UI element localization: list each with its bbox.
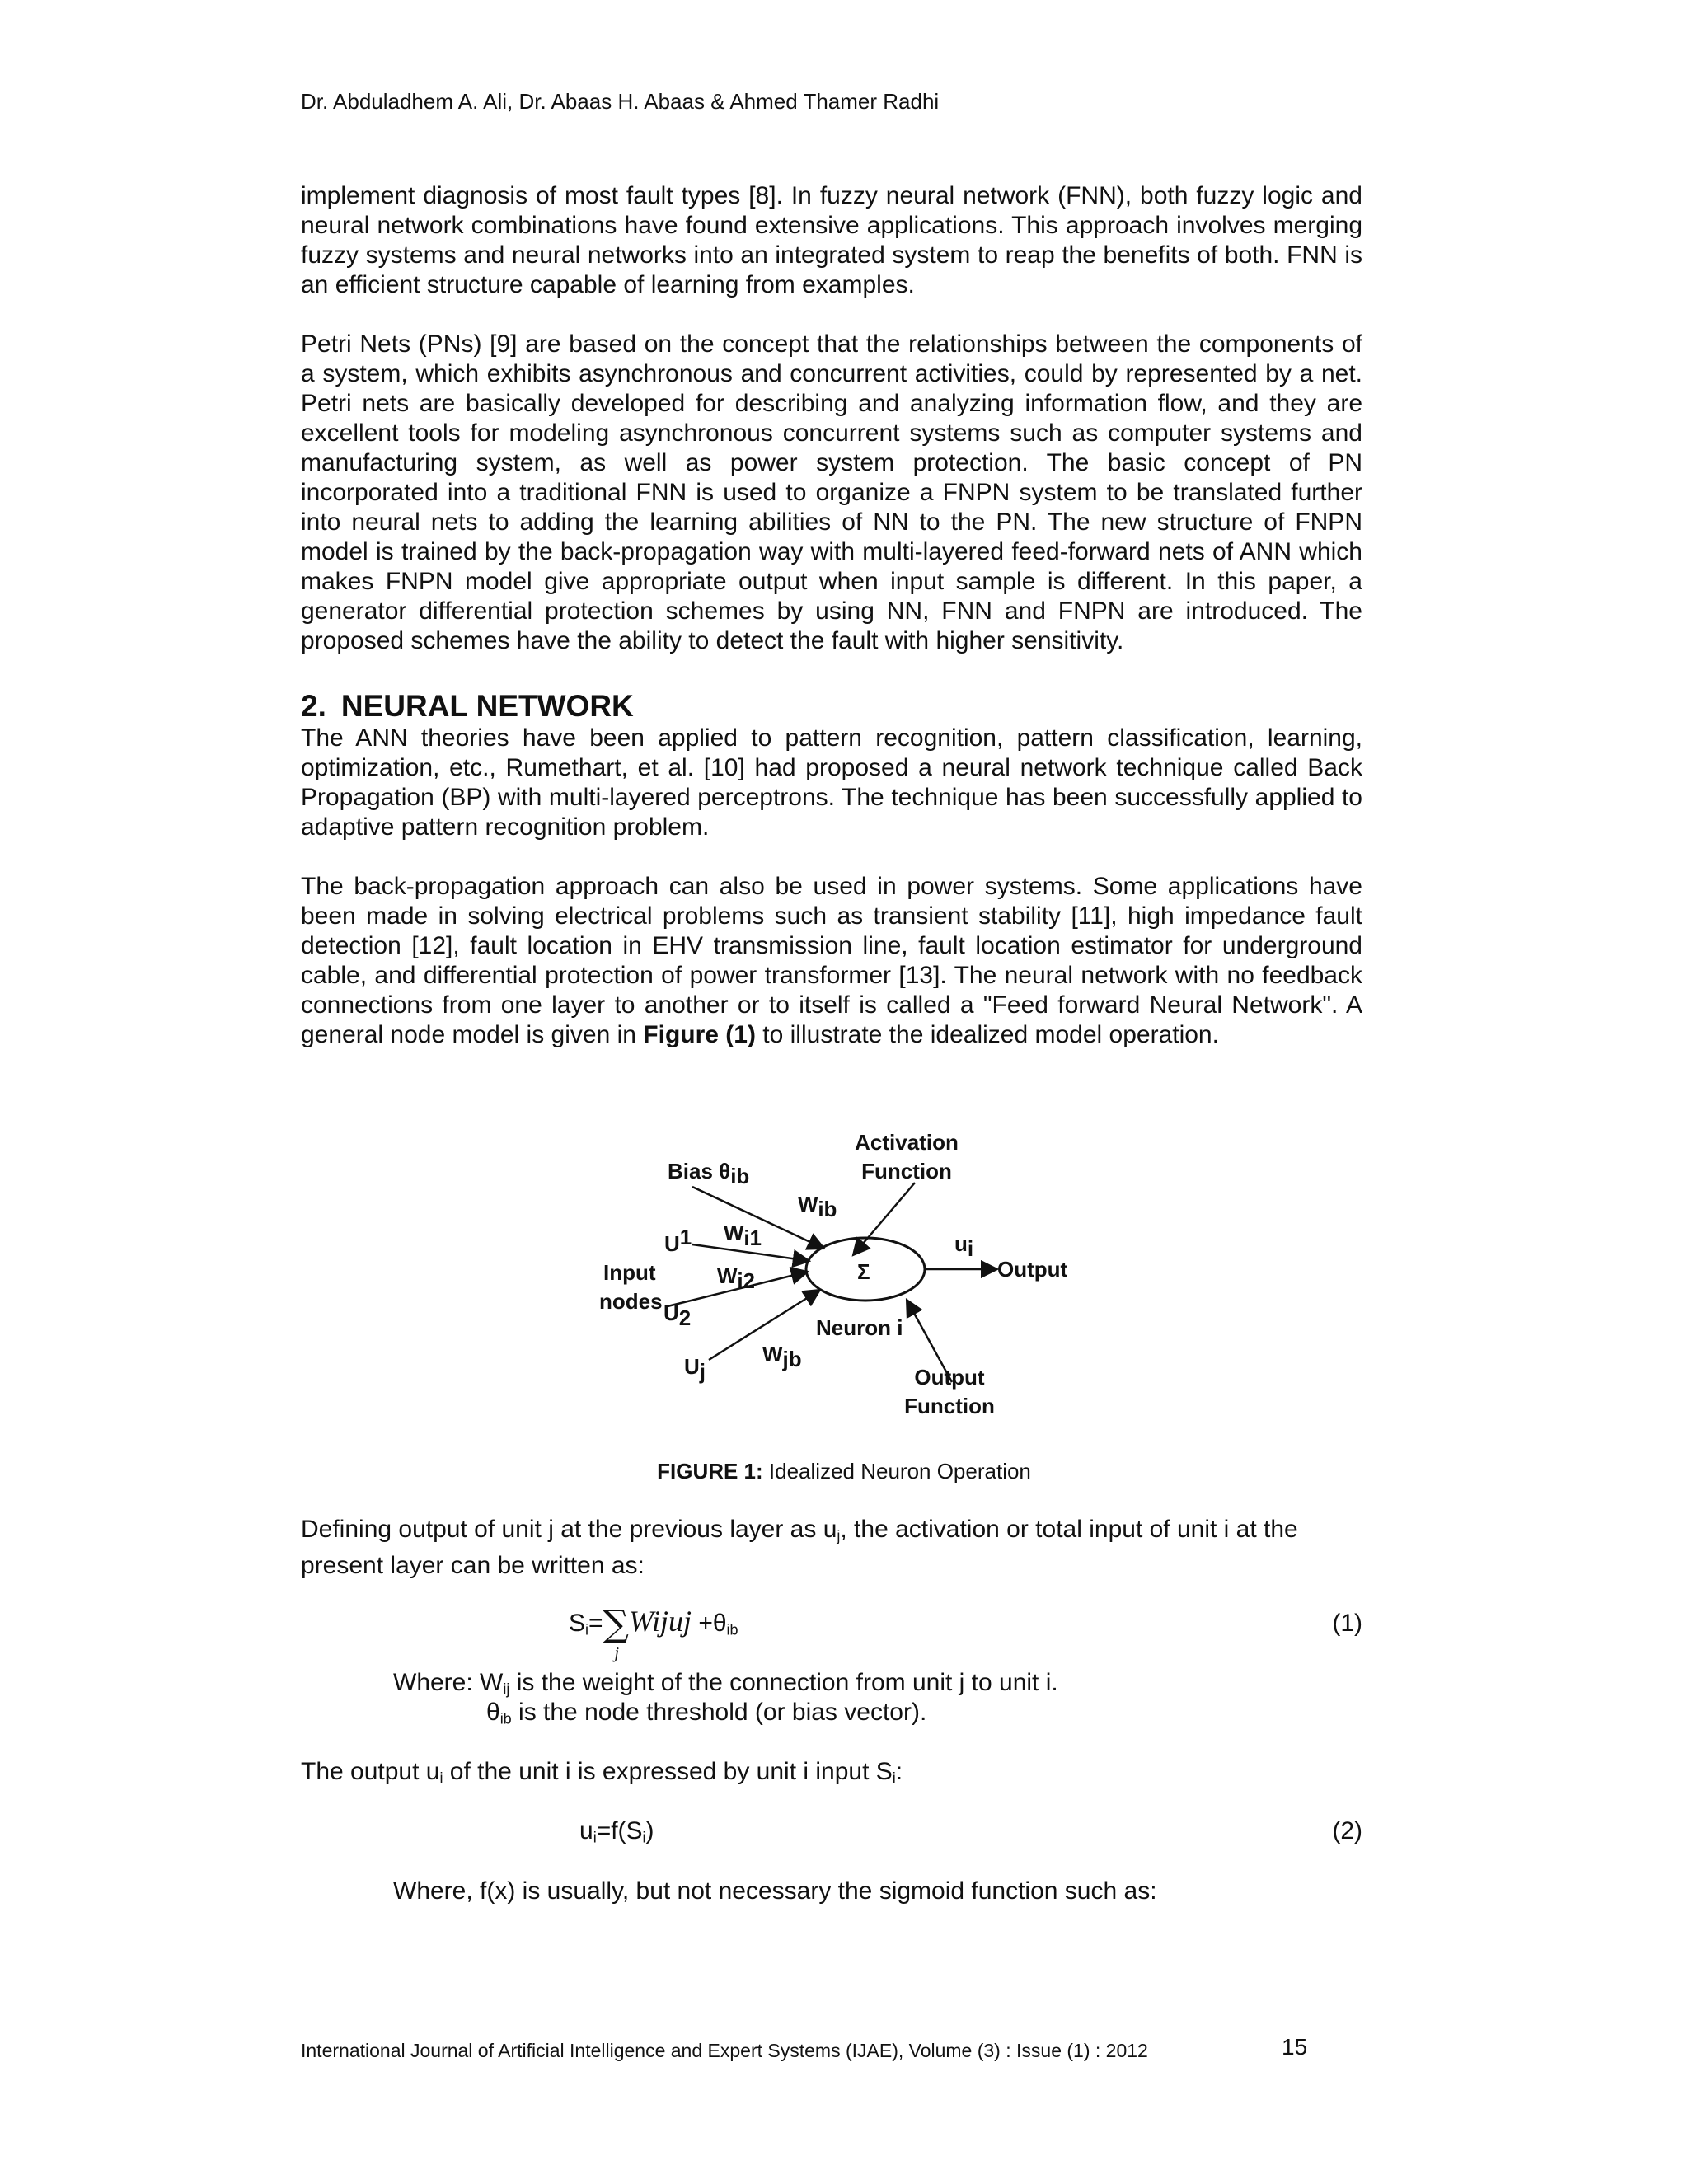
eq1-sum-index: j <box>614 1644 620 1662</box>
activation-label-2: Function <box>861 1159 952 1183</box>
paragraph-back-propagation <box>301 872 1362 1050</box>
running-header: Dr. Abduladhem A. Ali, Dr. Abaas H. Abaas & Ahmed Thamer Radhi <box>301 89 940 114</box>
sigmoid-sentence: Where, f(x) is usually, but not necessary the sigmoid function such as: <box>393 1877 1157 1905</box>
where2-a: θ <box>486 1699 500 1726</box>
where1-a: Where: W <box>393 1669 504 1696</box>
paragraph-petri-nets: Petri Nets (PNs) [9] are based on the concept that the relationships between the components of a system, which exhibits asynchronous and concurrent activities, could by represented by a net. Petri nets are basically developed for describing and analyzing information flow, and they are excellent tools for modeling asynchronous concurrent systems such as computer systems and manufacturing system, as well as power system protection. The basic concept of PN incorporated into a traditional FNN is used to organize a FNPN system to be translated further into neural nets to adding the learning abilities of NN to the PN. The new structure of FNPN model is trained by the back-propagation way with multi-layered feed-forward nets of ANN which makes FNPN model give appropriate output when input sample is different. In this paper, a generator differential protection schemes by using NN, FNN and FNPN are introduced. The proposed schemes have the ability to detect the fault with higher sensitivity. <box>301 330 1362 654</box>
paragraph-ann-theories: The ANN theories have been applied to pattern recognition, pattern classification, learning, optimization, etc., Rumethart, et al. [10] had proposed a neural network technique called Back Propagation (BP) with multi-layered perceptrons. The technique has been successfully applied to adaptive pattern recognition problem. <box>301 724 1362 841</box>
figure-caption <box>0 1459 1688 1484</box>
wi1-label: Wi1 <box>724 1221 762 1250</box>
paragraph-definition <box>301 1515 1362 1581</box>
input-label-1: Input <box>603 1260 656 1285</box>
bias-label: Bias θib <box>668 1159 750 1188</box>
out-a: The output u <box>301 1758 440 1785</box>
neuron-label: Neuron i <box>816 1315 903 1340</box>
where2-sub: ib <box>499 1710 512 1727</box>
caption-label: FIGURE 1: <box>657 1459 763 1483</box>
wjb-label: Wjb <box>762 1342 802 1371</box>
eq2-c: ) <box>645 1817 654 1844</box>
equation-2 <box>579 1817 654 1847</box>
eq1-sigma: ∑ <box>603 1603 629 1645</box>
eq1-s-sub: i <box>585 1621 589 1638</box>
definition-text-b: , the activation or total input of unit i at the <box>840 1516 1298 1543</box>
where1-sub: ij <box>503 1680 510 1698</box>
where2-b: is the node threshold (or bias vector). <box>511 1699 927 1726</box>
sigma-label: Σ <box>857 1259 870 1284</box>
output-sentence <box>301 1758 903 1788</box>
eq2-sub-1: i <box>593 1829 597 1846</box>
paragraph-fnn: implement diagnosis of most fault types [8]. In fuzzy neural network (FNN), both fuzzy logic and neural network combinations have found extensive applications. This approach involves merging fuzzy systems and neural networks into an integrated system to reap the benefits of both. FNN is an efficient structure capable of learning from examples. <box>301 182 1362 298</box>
neuron-diagram <box>569 1125 1068 1430</box>
page-number: 15 <box>1282 2034 1308 2060</box>
eq1-s: S <box>569 1610 586 1637</box>
eq1-theta-sub: ib <box>726 1621 738 1638</box>
figure-reference: Figure (1) <box>643 1021 756 1048</box>
eq1-sum <box>603 1603 629 1662</box>
output-label: Output <box>997 1257 1068 1282</box>
paragraph-text-a: The back-propagation approach can also be used in power systems. Some applications have been made in solving electrical problems such as transient stability [11], high impedance fault detection [12], fault location in EHV transmission line, fault location estimator for underground cable, and differential protection of power transformer [13]. The neural network with no feedback connections from one layer to another or to itself is called a "Feed forward Neural Network". A general node model is given in <box>301 873 1362 1048</box>
eq2-b: =f(S <box>596 1817 643 1844</box>
definition-line-2: present layer can be written as: <box>301 1551 645 1579</box>
equation-1 <box>569 1603 738 1662</box>
eq2-sub-2: i <box>642 1829 646 1846</box>
paragraph-text-b: to illustrate the idealized model operation. <box>755 1021 1219 1048</box>
uj-label: Uj <box>684 1354 706 1384</box>
equation-2-number: (2) <box>1332 1817 1362 1844</box>
equation-1-number: (1) <box>1332 1610 1362 1637</box>
section-title: NEURAL NETWORK <box>340 689 634 723</box>
out-sub-1: i <box>439 1769 443 1787</box>
out-c: : <box>895 1758 903 1785</box>
wi2-label: Wi2 <box>717 1263 755 1293</box>
activation-label-1: Activation <box>855 1130 959 1155</box>
neuron-diagram-svg <box>569 1125 1068 1430</box>
section-heading <box>301 689 634 724</box>
where-threshold <box>486 1699 926 1728</box>
ui-label: ui <box>954 1231 974 1261</box>
eq1-plus-theta: +θ <box>691 1610 727 1637</box>
activation-arrow <box>853 1183 915 1255</box>
where-weight <box>393 1669 1058 1699</box>
out-b: of the unit i is expressed by unit i input S <box>443 1758 893 1785</box>
definition-text-a: Defining output of unit j at the previous layer as u <box>301 1516 837 1543</box>
definition-sub-j: j <box>837 1527 841 1544</box>
wib-label: Wib <box>798 1192 837 1221</box>
u2-label: U2 <box>663 1301 692 1330</box>
where1-b: is the weight of the connection from unit j to unit i. <box>509 1669 1058 1696</box>
eq1-body: Wijuj <box>628 1605 692 1638</box>
section-number: 2. <box>301 689 326 723</box>
caption-text: Idealized Neuron Operation <box>762 1459 1031 1483</box>
output-function-label-2: Function <box>904 1394 995 1418</box>
out-sub-2: i <box>892 1769 896 1787</box>
eq2-u: u <box>579 1817 593 1844</box>
eq1-equals: = <box>588 1610 603 1637</box>
u1-label: U1 <box>664 1225 692 1256</box>
output-function-label-1: Output <box>914 1365 985 1390</box>
input-label-2: nodes <box>599 1289 663 1314</box>
journal-footer: International Journal of Artificial Intelligence and Expert Systems (IJAE), Volume (3) : Issue (1) : 2012 <box>301 2040 1148 2061</box>
